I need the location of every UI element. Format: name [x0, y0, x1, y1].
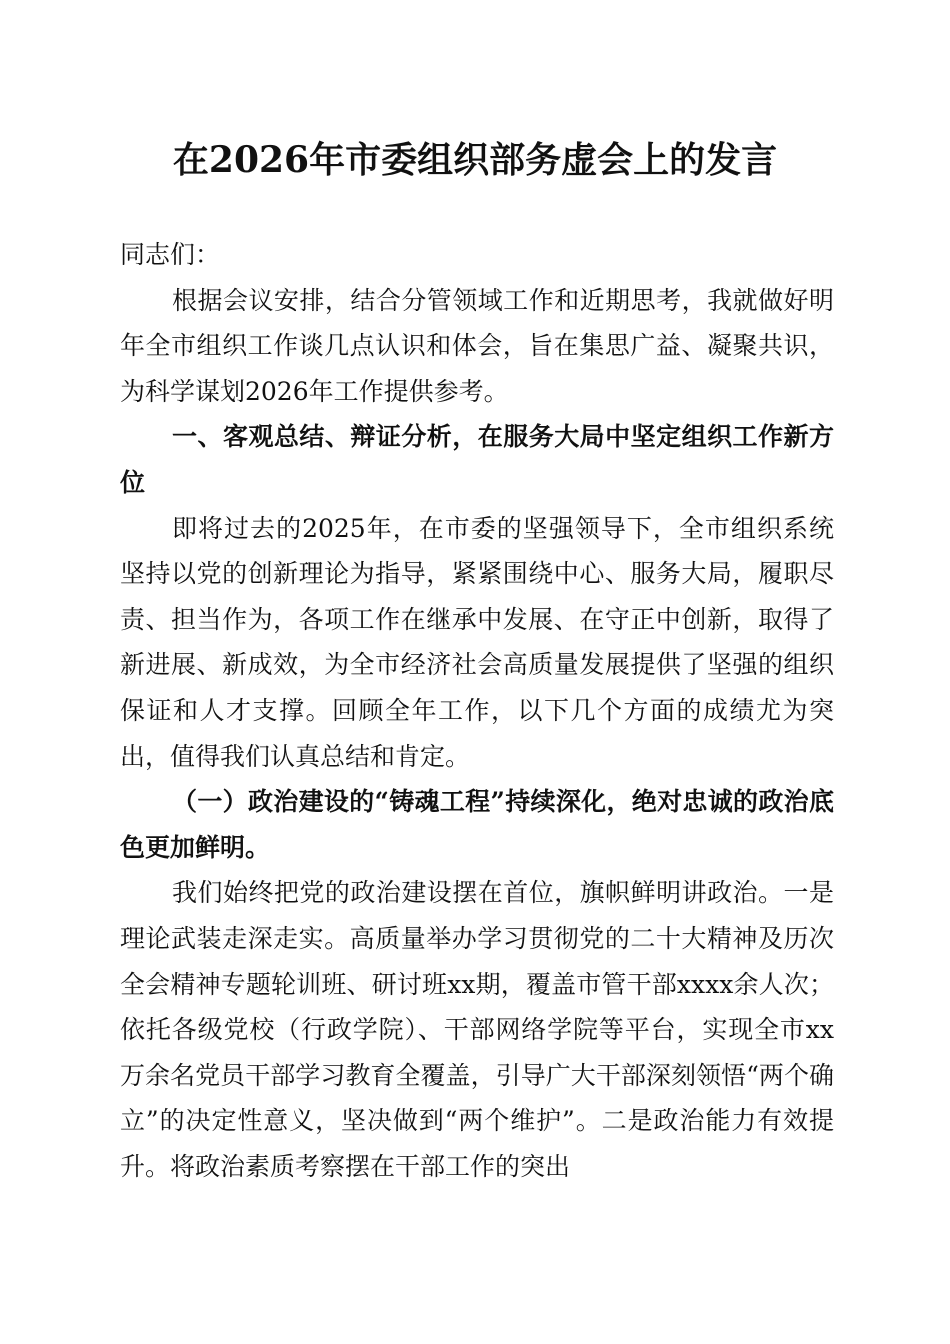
document-title: 在2026年市委组织部务虚会上的发言 [172, 139, 778, 181]
document-body [120, 232, 834, 1189]
subsection-paragraph-1: 我们始终把党的政治建设摆在首位，旗帜鲜明讲政治。一是理论武装走深走实。高质量举办学习贯彻党的二十大精神及历次全会精神专题轮训班、研讨班xx期，覆盖市管干部xxxx余人次；依托各级党校（行政学院）、干部网络学院等平台，实现全市xx万余名党员干部学习教育全覆盖，引导广大干部深刻领悟“两个确立”的决定性意义，坚决做到“两个维护”。二是政治能力有效提升。将政治素质考察摆在干部工作的突出 [120, 878, 834, 1181]
subsection-heading-1: （一）政治建设的“铸魂工程”持续深化，绝对忠诚的政治底色更加鲜明。 [120, 787, 834, 862]
section-heading-1: 一、客观总结、辩证分析，在服务大局中坚定组织工作新方位 [120, 422, 834, 497]
section-paragraph-1: 即将过去的2025年，在市委的坚强领导下，全市组织系统坚持以党的创新理论为指导，紧紧围绕中心、服务大局，履职尽责、担当作为，各项工作在继承中发展、在守正中创新，取得了新进展、新成效，为全市经济社会高质量发展提供了坚强的组织保证和人才支撑。回顾全年工作，以下几个方面的成绩尤为突出，值得我们认真总结和肯定。 [120, 513, 834, 771]
intro-paragraph: 根据会议安排，结合分管领域工作和近期思考，我就做好明年全市组织工作谈几点认识和体会，旨在集思广益、凝聚共识，为科学谋划2026年工作提供参考。 [120, 285, 834, 406]
salutation: 同志们： [120, 240, 221, 269]
